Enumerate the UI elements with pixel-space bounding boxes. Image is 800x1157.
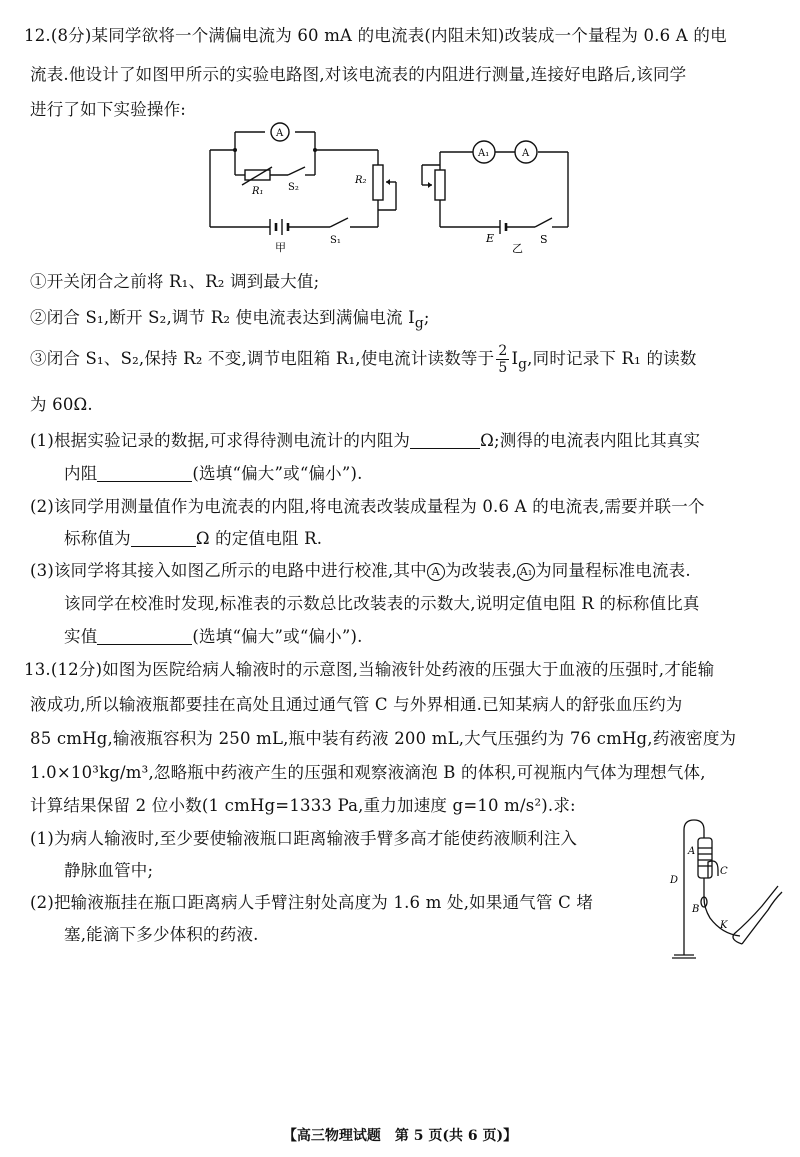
q12-step-3: ③闭合 S₁、S₂,保持 R₂ 不变,调节电阻箱 R₁,使电流计读数等于 $\frac{2}{5}$ $I_g$,同时记录下 R₁ 的读数 bbox=[30, 343, 697, 376]
q13-line-3: 85 cmHg,输液瓶容积为 250 mL,瓶中装有药液 200 mL,大气压强约为 76 cmHg,药液密度为 bbox=[30, 729, 737, 748]
jia-caption: 甲 bbox=[275, 241, 286, 254]
q12-part-1: (1)根据实验记录的数据,可求得待测电流计的内阻为 Ω;测得的电流表内阻比其真实 bbox=[30, 431, 701, 450]
q12-step-1: ①开关闭合之前将 R₁、R₂ 调到最大值; bbox=[30, 272, 320, 291]
circuit-diagram-yi bbox=[420, 130, 590, 255]
answer-blank[interactable] bbox=[131, 545, 196, 547]
ammeter-a-symbol: A bbox=[427, 563, 445, 581]
q13-part-1-cont: 静脉血管中; bbox=[64, 861, 154, 880]
q12-part-1-cont: 内阻 (选填“偏大”或“偏小”). bbox=[64, 464, 363, 483]
iv-label-k: K bbox=[720, 920, 728, 931]
q12-part-2: (2)该同学用测量值作为电流表的内阻,将电流表改装成量程为 0.6 A 的电流表,需要并联一个 bbox=[30, 497, 705, 516]
q12-part-3: (3)该同学将其接入如图乙所示的电路中进行校准,其中 A 为改装表, A₁ 为同量程标准电流表. bbox=[30, 561, 691, 580]
iv-label-d: D bbox=[670, 875, 679, 886]
q13-part-1: (1)为病人输液时,至少要使输液瓶口距离输液手臂多高才能使药液顺利注入 bbox=[30, 829, 578, 848]
iv-label-a: A bbox=[688, 846, 696, 857]
q12-step-2: ②闭合 S₁,断开 S₂,调节 R₂ 使电流表达到满偏电流 $I_g$; bbox=[30, 308, 430, 332]
jia-r2-label: R₂ bbox=[355, 175, 367, 186]
iv-drip-diagram bbox=[660, 810, 785, 960]
fraction-two-fifths: $\frac{2}{5}$ bbox=[498, 343, 508, 376]
answer-blank[interactable] bbox=[97, 643, 192, 645]
q13-part-2-cont: 塞,能滴下多少体积的药液. bbox=[64, 925, 259, 944]
yi-caption: 乙 bbox=[512, 242, 523, 255]
yi-a-label: A bbox=[522, 148, 530, 159]
jia-r1-label: R₁ bbox=[252, 186, 264, 197]
page-footer: 【高三物理试题 第 5 页(共 6 页)】 bbox=[282, 1128, 518, 1144]
q13-line-5: 计算结果保留 2 位小数(1 cmHg=1333 Pa,重力加速度 g=10 m/s²).求: bbox=[30, 796, 576, 815]
jia-ammeter-label: A bbox=[276, 128, 284, 139]
q12-part-3-cont2: 实值 (选填“偏大”或“偏小”). bbox=[64, 627, 363, 646]
q13-part-2: (2)把输液瓶挂在瓶口距离病人手臂注射处高度为 1.6 m 处,如果通气管 C 堵 bbox=[30, 893, 594, 912]
q12-line-3: 进行了如下实验操作: bbox=[30, 100, 187, 119]
q13-line-1: 13.(12分)如图为医院给病人输液时的示意图,当输液针处药液的压强大于血液的压强时,才能输 bbox=[24, 660, 715, 679]
q12-part-2-cont: 标称值为 Ω 的定值电阻 R. bbox=[64, 529, 323, 548]
answer-blank[interactable] bbox=[410, 447, 480, 449]
yi-e-label: E bbox=[486, 232, 495, 245]
ammeter-a1-symbol: A₁ bbox=[517, 563, 535, 581]
q12-step-3-cont: 为 60Ω. bbox=[30, 395, 93, 414]
q12-line-1: 12.(8分)某同学欲将一个满偏电流为 60 mA 的电流表(内阻未知)改装成一个量程为 0.6 A 的电 bbox=[24, 26, 727, 45]
q12-line-2: 流表.他设计了如图甲所示的实验电路图,对该电流表的内阻进行测量,连接好电路后,该同学 bbox=[30, 65, 687, 84]
q12-part-3-cont: 该同学在校准时发现,标准表的示数总比改装表的示数大,说明定值电阻 R 的标称值比真 bbox=[64, 594, 700, 613]
iv-label-b: B bbox=[692, 904, 700, 915]
circuit-diagram-jia bbox=[200, 115, 410, 255]
answer-blank[interactable] bbox=[97, 480, 192, 482]
jia-s2-label: S₂ bbox=[288, 182, 299, 193]
yi-a1-label: A₁ bbox=[478, 148, 490, 159]
q13-line-2: 液成功,所以输液瓶都要挂在高处且通过通气管 C 与外界相通.已知某病人的舒张血压约为 bbox=[30, 695, 683, 714]
jia-s1-label: S₁ bbox=[330, 235, 341, 246]
yi-s-label: S bbox=[540, 233, 548, 246]
q13-line-4: 1.0×10³kg/m³,忽略瓶中药液产生的压强和观察液滴泡 B 的体积,可视瓶内气体为理想气体, bbox=[30, 763, 706, 782]
iv-label-c: C bbox=[720, 866, 728, 877]
